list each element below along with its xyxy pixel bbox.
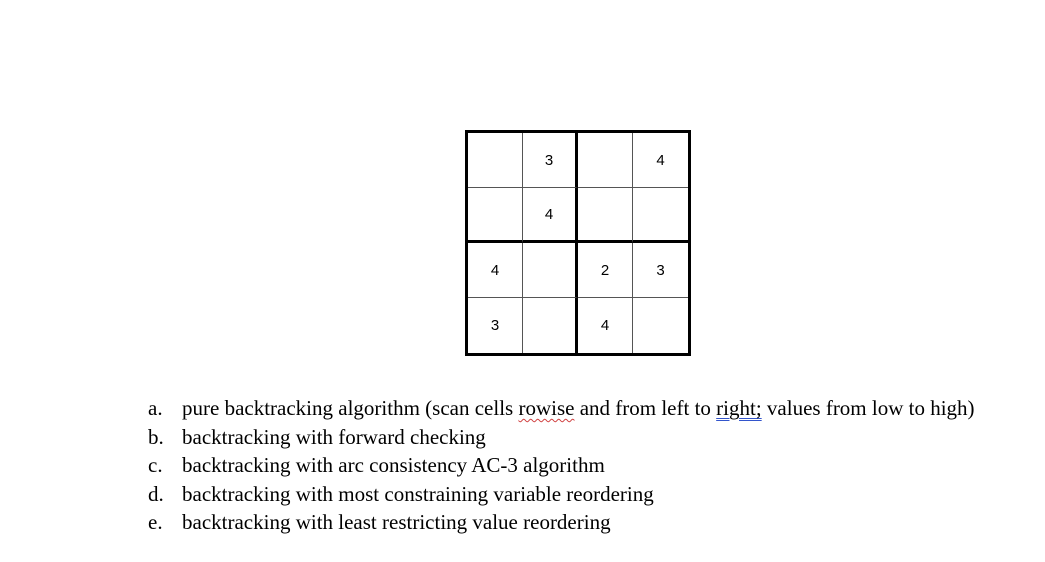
option-letter: d. bbox=[148, 481, 164, 506]
grid-cell bbox=[468, 133, 523, 188]
grid-cell bbox=[468, 188, 523, 243]
grid-cell: 4 bbox=[633, 133, 688, 188]
grid-cell: 3 bbox=[633, 243, 688, 298]
options-list bbox=[148, 394, 975, 537]
grid-cell bbox=[578, 133, 633, 188]
grid-cell bbox=[578, 188, 633, 243]
grammar-flagged-word: right; bbox=[716, 396, 762, 420]
option-letter: a. bbox=[148, 396, 163, 420]
grid-cell bbox=[523, 243, 578, 298]
grid-cell bbox=[523, 298, 578, 353]
option-c bbox=[148, 451, 975, 480]
option-text: backtracking with forward checking bbox=[182, 424, 486, 449]
grid-cell: 2 bbox=[578, 243, 633, 298]
sudoku-grid bbox=[465, 130, 691, 356]
option-text: backtracking with most constraining variable reordering bbox=[182, 481, 654, 506]
grid-cell: 3 bbox=[523, 133, 578, 188]
spelling-flagged-word: rowise bbox=[518, 396, 575, 420]
grid-cell: 4 bbox=[578, 298, 633, 353]
grid-cell: 4 bbox=[468, 243, 523, 298]
option-a bbox=[148, 394, 975, 423]
option-letter: e. bbox=[148, 510, 163, 535]
grid-cell bbox=[633, 298, 688, 353]
grid-cell: 3 bbox=[468, 298, 523, 353]
option-text: backtracking with least restricting value reordering bbox=[182, 510, 611, 535]
option-e bbox=[148, 508, 975, 537]
option-d bbox=[148, 480, 975, 509]
option-text: backtracking with arc consistency AC-3 algorithm bbox=[182, 453, 605, 478]
grid-cell bbox=[633, 188, 688, 243]
grid-cell: 4 bbox=[523, 188, 578, 243]
option-letter: c. bbox=[148, 453, 163, 478]
option-text: pure backtracking algorithm (scan cells rowise and from left to right; values from low to high) bbox=[182, 396, 975, 420]
option-b bbox=[148, 423, 975, 452]
option-letter: b. bbox=[148, 424, 164, 449]
